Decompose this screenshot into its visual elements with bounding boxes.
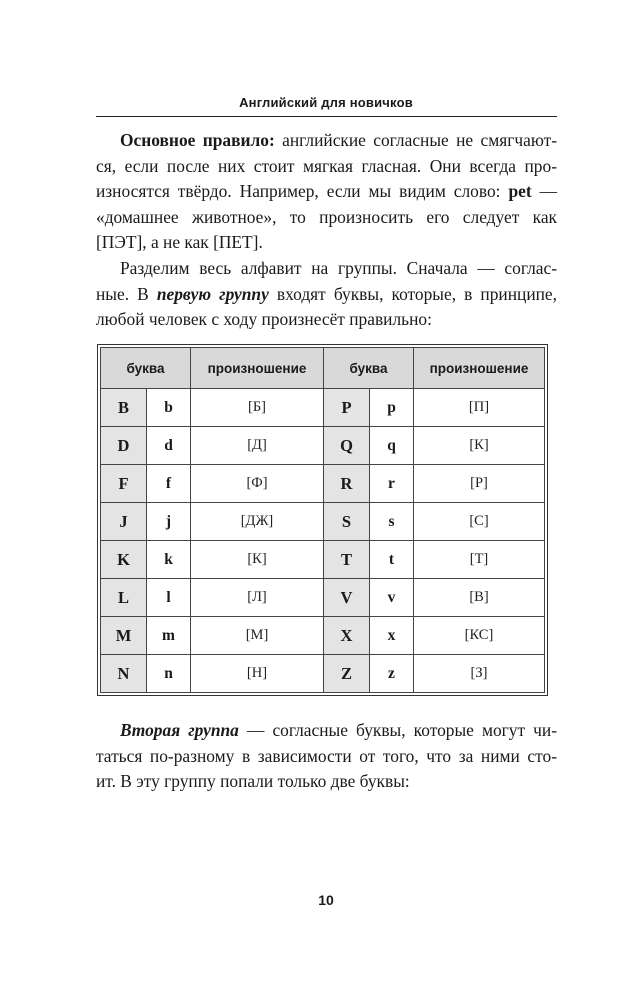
lowercase-letter: m (147, 617, 191, 655)
text-span: — (531, 181, 557, 201)
lowercase-letter: x (370, 617, 414, 655)
pronunciation: [Т] (414, 541, 545, 579)
text-line: таться по-разному в зависимости от того, что за ними сто- (96, 745, 557, 766)
pronunciation: [Б] (191, 389, 324, 427)
lowercase-letter: l (147, 579, 191, 617)
uppercase-letter: M (101, 617, 147, 655)
header-pronunciation-1: произношение (191, 348, 324, 389)
running-header: Английский для новичков (239, 95, 413, 110)
pronunciation: [КС] (414, 617, 545, 655)
header-rule (96, 116, 557, 117)
table-row (101, 465, 545, 503)
uppercase-letter: T (324, 541, 370, 579)
lowercase-letter: b (147, 389, 191, 427)
uppercase-letter: R (324, 465, 370, 503)
table-row (101, 541, 545, 579)
pronunciation: [ДЖ] (191, 503, 324, 541)
text-span: — согласные буквы, которые могут чи- (238, 720, 557, 740)
uppercase-letter: D (101, 427, 147, 465)
text-line (96, 282, 557, 308)
bold-lead: Основное правило: (120, 130, 275, 150)
pronunciation: [В] (414, 579, 545, 617)
table-row (101, 579, 545, 617)
lowercase-letter: p (370, 389, 414, 427)
example-word: pet (508, 181, 532, 201)
text-span: входят буквы, которые, в принципе, (268, 283, 557, 304)
uppercase-letter: J (101, 503, 147, 541)
text-span: износятся твёрдо. Например, если мы видим слово: (96, 181, 509, 201)
uppercase-letter: Z (324, 655, 370, 693)
uppercase-letter: F (101, 465, 147, 503)
text-line (96, 179, 557, 205)
text-line: любой человек с ходу произнесёт правильно: (96, 309, 432, 329)
emphasis-first-group: первую группу (156, 283, 269, 304)
page-number: 10 (318, 892, 334, 908)
lowercase-letter: r (370, 465, 414, 503)
header-pronunciation-2: произношение (414, 348, 545, 389)
letters-table (100, 347, 545, 693)
table-row (101, 503, 545, 541)
header-letter-1: буква (101, 348, 191, 389)
table-row (101, 427, 545, 465)
pronunciation: [К] (191, 541, 324, 579)
table-row (101, 389, 545, 427)
text-line: Разделим весь алфавит на группы. Сначала — соглас- (120, 258, 557, 278)
pronunciation: [Л] (191, 579, 324, 617)
lowercase-letter: k (147, 541, 191, 579)
text-line (96, 718, 557, 744)
emphasis-second-group: Вторая группа (120, 720, 239, 740)
lowercase-letter: s (370, 503, 414, 541)
table-row (101, 617, 545, 655)
text-line (96, 128, 557, 154)
text-line: [ПЭТ], а не как [ПЕТ]. (96, 232, 263, 252)
lowercase-letter: d (147, 427, 191, 465)
table-header-row (101, 348, 545, 389)
text-line: «домашнее животное», то произносить его следует как (96, 206, 557, 227)
lowercase-letter: f (147, 465, 191, 503)
paragraph-groups (96, 256, 557, 333)
lowercase-letter: t (370, 541, 414, 579)
uppercase-letter: S (324, 503, 370, 541)
pronunciation: [П] (414, 389, 545, 427)
header-letter-2: буква (324, 348, 414, 389)
uppercase-letter: Q (324, 427, 370, 465)
uppercase-letter: B (101, 389, 147, 427)
uppercase-letter: L (101, 579, 147, 617)
text-line: ся, если после них стоит мягкая гласная. Они всегда про- (96, 155, 557, 176)
letters-table-frame (97, 344, 548, 696)
uppercase-letter: N (101, 655, 147, 693)
pronunciation: [Д] (191, 427, 324, 465)
uppercase-letter: V (324, 579, 370, 617)
lowercase-letter: j (147, 503, 191, 541)
uppercase-letter: X (324, 617, 370, 655)
pronunciation: [Р] (414, 465, 545, 503)
table-row (101, 655, 545, 693)
text-line: ит. В эту группу попали только две буквы: (96, 771, 410, 791)
paragraph-rule (96, 128, 557, 256)
pronunciation: [Н] (191, 655, 324, 693)
pronunciation: [С] (414, 503, 545, 541)
lowercase-letter: z (370, 655, 414, 693)
text-span: ные. В (96, 283, 157, 304)
lowercase-letter: v (370, 579, 414, 617)
text-span: английские согласные не смягчают- (274, 130, 557, 150)
pronunciation: [М] (191, 617, 324, 655)
lowercase-letter: n (147, 655, 191, 693)
pronunciation: [З] (414, 655, 545, 693)
paragraph-second-group (96, 718, 557, 795)
uppercase-letter: P (324, 389, 370, 427)
pronunciation: [К] (414, 427, 545, 465)
uppercase-letter: K (101, 541, 147, 579)
lowercase-letter: q (370, 427, 414, 465)
pronunciation: [Ф] (191, 465, 324, 503)
